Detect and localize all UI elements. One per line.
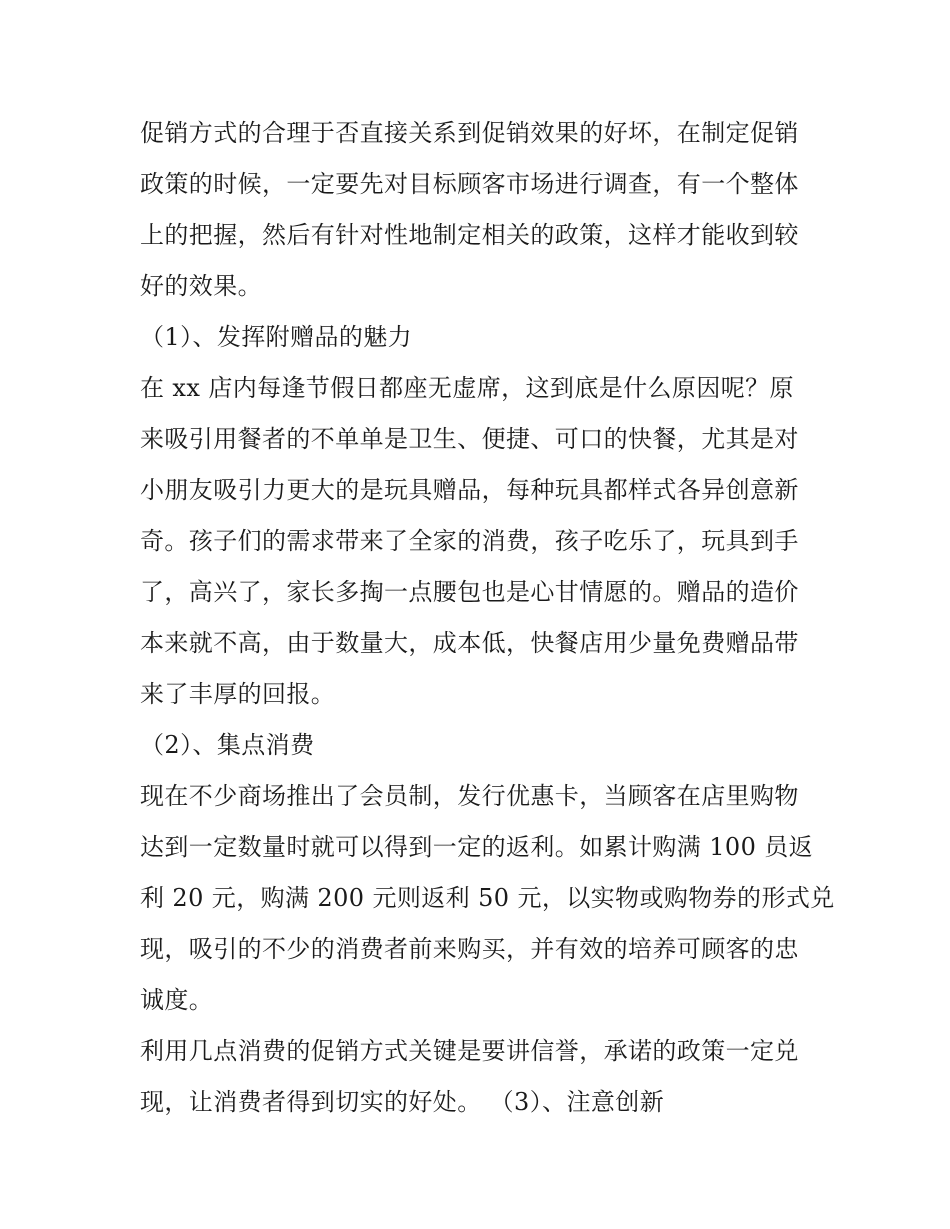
section-heading-1: （1）、发挥附赠品的魅力 xyxy=(140,323,413,351)
text-line: 了，高兴了，家长多掏一点腰包也是心甘情愿的。赠品的造价 xyxy=(140,578,799,606)
document-body xyxy=(140,108,835,1128)
section-heading-2: （2）、集点消费 xyxy=(140,731,315,759)
text-line: 利用几点消费的促销方式关键是要讲信誉，承诺的政策一定兑 xyxy=(140,1037,799,1065)
text-line: 诚度。 xyxy=(140,986,214,1014)
text-line: 好的效果。 xyxy=(140,272,262,300)
text-line: 现，吸引的不少的消费者前来购买，并有效的培养可顾客的忠 xyxy=(140,935,799,963)
text-line: 现在不少商场推出了会员制，发行优惠卡，当顾客在店里购物 xyxy=(140,782,799,810)
text-line: 本来就不高，由于数量大，成本低，快餐店用少量免费赠品带 xyxy=(140,629,799,657)
text-line: 达到一定数量时就可以得到一定的返利。如累计购满 100 员返 xyxy=(140,833,814,861)
text-line: 政策的时候，一定要先对目标顾客市场进行调查，有一个整体 xyxy=(140,170,799,198)
text-line: 利 20 元，购满 200 元则返利 50 元，以实物或购物券的形式兑 xyxy=(140,884,835,912)
text-line: 奇。孩子们的需求带来了全家的消费，孩子吃乐了，玩具到手 xyxy=(140,527,799,555)
text-line: 现，让消费者得到切实的好处。 （3）、注意创新 xyxy=(140,1088,665,1116)
text-line: 来了丰厚的回报。 xyxy=(140,680,336,708)
text-line: 小朋友吸引力更大的是玩具赠品，每种玩具都样式各异创意新 xyxy=(140,476,799,504)
text-line: 促销方式的合理于否直接关系到促销效果的好坏，在制定促销 xyxy=(140,119,799,147)
text-line: 在 xx 店内每逢节假日都座无虚席，这到底是什么原因呢？原 xyxy=(140,374,794,402)
text-line: 上的把握，然后有针对性地制定相关的政策，这样才能收到较 xyxy=(140,221,799,249)
text-line: 来吸引用餐者的不单单是卫生、便捷、可口的快餐，尤其是对 xyxy=(140,425,799,453)
